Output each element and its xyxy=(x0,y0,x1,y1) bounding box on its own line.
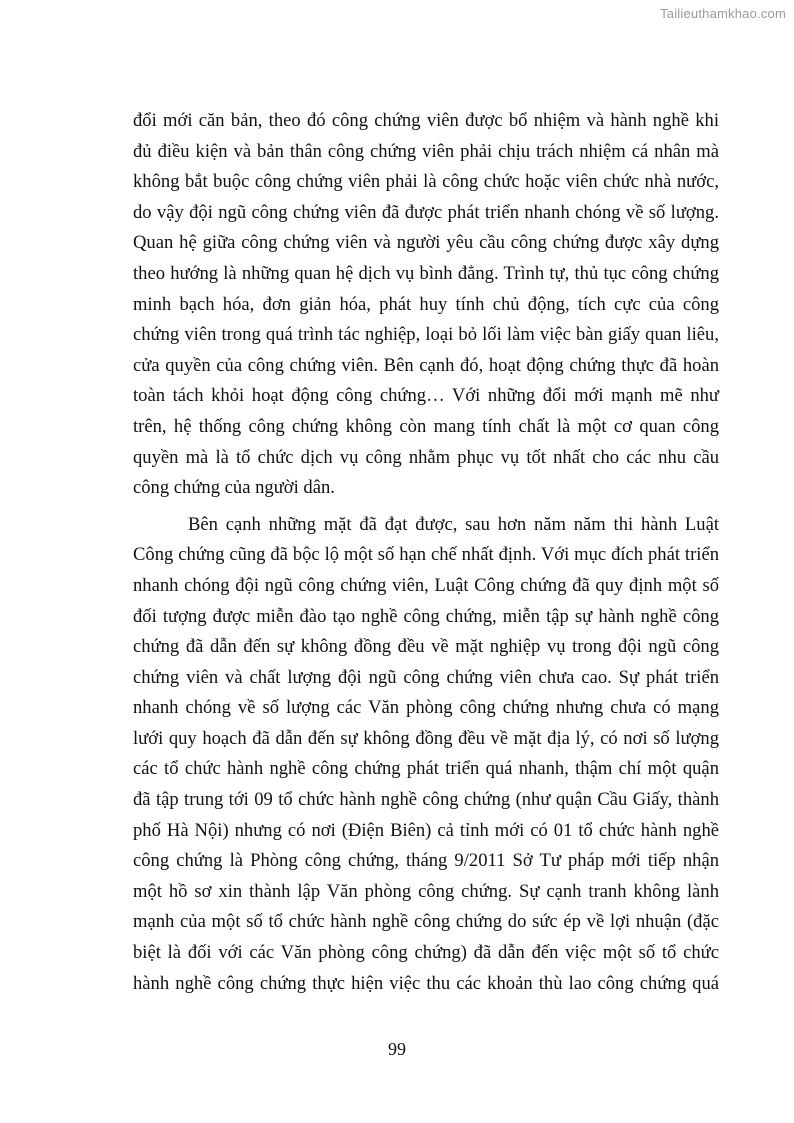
paragraph-2 xyxy=(133,510,719,1000)
text-line: theo hướng là những quan hệ dịch vụ bình đẳng. Trình tự, thủ tục công chứng xyxy=(133,262,719,284)
text-line: trên, hệ thống công chứng không còn mang tính chất là một cơ quan công xyxy=(133,415,719,437)
text-line: Công chứng cũng đã bộc lộ một số hạn chế nhất định. Với mục đích phát triển xyxy=(133,544,719,566)
text-line: hành nghề công chứng thực hiện việc thu các khoản thù lao công chứng quá xyxy=(133,972,719,994)
watermark: Tailieuthamkhao.com xyxy=(660,6,786,21)
text-line: Bên cạnh những mặt đã đạt được, sau hơn năm năm thi hành Luật xyxy=(188,513,719,535)
text-line: công chứng là Phòng công chứng, tháng 9/2011 Sở Tư pháp mới tiếp nhận xyxy=(133,850,719,872)
text-line: phố Hà Nội) nhưng có nơi (Điện Biên) cả tỉnh mới có 01 tổ chức hành nghề xyxy=(133,819,719,841)
text-line: một hồ sơ xin thành lập Văn phòng công chứng. Sự cạnh tranh không lành xyxy=(133,880,719,902)
paragraph-1 xyxy=(133,106,719,504)
text-line: đổi mới căn bản, theo đó công chứng viên được bổ nhiệm và hành nghề khi xyxy=(133,110,719,131)
text-line: nhanh chóng đội ngũ công chứng viên, Luật Công chứng đã quy định một số xyxy=(133,574,719,596)
text-line: chứng viên và chất lượng đội ngũ công chứng viên chưa cao. Sự phát triển xyxy=(133,666,719,688)
document-body xyxy=(133,106,719,999)
text-line: chứng đã dẫn đến sự không đồng đều về mặt nghiệp vụ trong đội ngũ công xyxy=(133,636,719,658)
text-line: quyền mà là tổ chức dịch vụ công nhằm phục vụ tốt nhất cho các nhu cầu xyxy=(133,446,719,468)
text-line: toàn tách khỏi hoạt động công chứng… Với những đổi mới mạnh mẽ như xyxy=(133,385,719,407)
text-line: không bắt buộc công chứng viên phải là công chức hoặc viên chức nhà nước, xyxy=(133,171,719,193)
text-line: nhanh chóng về số lượng các Văn phòng công chứng nhưng chưa có mạng xyxy=(133,697,719,719)
text-line: đã tập trung tới 09 tổ chức hành nghề công chứng (như quận Cầu Giấy, thành xyxy=(133,789,719,811)
text-line: minh bạch hóa, đơn giản hóa, phát huy tính chủ động, tích cực của công xyxy=(133,293,719,315)
text-line: lưới quy hoạch đã dẫn đến sự không đồng đều về mặt địa lý, có nơi số lượng xyxy=(133,727,719,749)
text-line: các tổ chức hành nghề công chứng phát triển quá nhanh, thậm chí một quận xyxy=(133,758,719,780)
page-number: 99 xyxy=(388,1039,406,1059)
text-line: cửa quyền của công chứng viên. Bên cạnh đó, hoạt động chứng thực đã hoàn xyxy=(133,354,719,376)
text-line: mạnh của một số tổ chức hành nghề công chứng do sức ép về lợi nhuận (đặc xyxy=(133,911,719,933)
text-line: công chứng của người dân. xyxy=(133,477,335,499)
text-line: chứng viên trong quá trình tác nghiệp, loại bỏ lối làm việc bàn giấy quan liêu, xyxy=(133,324,719,346)
text-line: đối tượng được miễn đào tạo nghề công chứng, miễn tập sự hành nghề công xyxy=(133,605,719,627)
text-line: biệt là đối với các Văn phòng công chứng) đã dẫn đến việc một số tổ chức xyxy=(133,942,719,964)
text-line: Quan hệ giữa công chứng viên và người yêu cầu công chứng được xây dựng xyxy=(133,232,719,254)
text-line: do vậy đội ngũ công chứng viên đã được phát triển nhanh chóng về số lượng. xyxy=(133,201,719,223)
text-line: đủ điều kiện và bản thân công chứng viên phải chịu trách nhiệm cá nhân mà xyxy=(133,140,719,162)
